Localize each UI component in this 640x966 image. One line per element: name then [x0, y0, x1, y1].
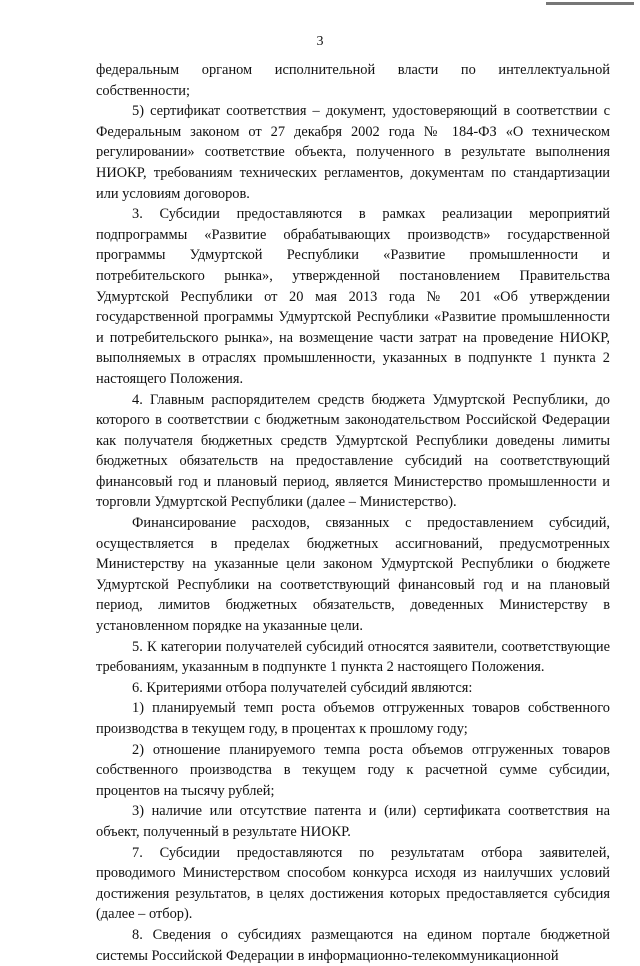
paragraph-5: 5. К категории получателей субсидий относятся заявители, соответствующие требованиям, указанным в подпункте 1 пункта 2 настоящего Положения. — [96, 638, 610, 676]
paragraph-11: 8. Сведения о субсидиях размещаются на едином портале бюджетной системы Российской Федерации в информационно-телекоммуникационной — [96, 926, 610, 964]
paragraph-10: 7. Субсидии предоставляются по результатам отбора заявителей, проводимого Министерством способом конкурса исходя из наилучших условий достижения результатов, в целях достижения которых предоставляется субсидия (далее – отбор). — [96, 844, 610, 923]
paragraph-3: 4. Главным распорядителем средств бюджета Удмуртской Республики, до которого в соответствии с бюджетным законодательством Российской Федерации как получателя бюджетных средств Удмуртской Республики доведены лимиты бюджетных обязательств на предоставление субсидий на соответствующий финансовый год и плановый период, является Министерство промышленности и торговли Удмуртской Республики (далее – Министерство). — [96, 391, 610, 511]
paragraph-7: 1) планируемый темп роста объемов отгруженных товаров собственного производства в текущем году, в процентах к прошлому году; — [96, 700, 610, 737]
paragraph-6: 6. Критериями отбора получателей субсидий являются: — [132, 679, 473, 696]
document-body — [96, 60, 610, 966]
page-number: 3 — [316, 34, 324, 49]
paragraph-1: 5) сертификат соответствия – документ, удостоверяющий в соответствии с Федеральным законом от 27 декабря 2002 года № 184-ФЗ «О техническом регулировании» соответствие объекта, полученного в результате выполнения НИОКР, требованиям технических регламентов, документам по стандартизации или условиям договоров. — [96, 103, 610, 202]
paragraph-8: 2) отношение планируемого темпа роста объемов отгруженных товаров собственного производства в текущем году к расчетной сумме субсидии, процентов на тысячу рублей; — [96, 741, 610, 799]
paragraph-2: 3. Субсидии предоставляются в рамках реализации мероприятий подпрограммы «Развитие обрабатывающих производств» государственной программы Удмуртской Республики «Развитие промышленности и потребительского рынка», утвержденной постановлением Правительства Удмуртской Республики от 20 мая 2013 года № 201 «Об утверждении государственной программы Удмуртской Республики «Развитие промышленности и потребительского рынка», на возмещение части затрат на проведение НИОКР, выполняемых в отраслях промышленности, указанных в подпункте 1 пункта 2 настоящего Положения. — [96, 206, 610, 387]
paragraph-4: Финансирование расходов, связанных с предоставлением субсидий, осуществляется в пределах бюджетных ассигнований, предусмотренных Министерству на указанные цели законом Удмуртской Республики о бюджете Удмуртской Республики на соответствующий финансовый год и на плановый период, лимитов бюджетных обязательств, доведенных Министерству в установленном порядке на указанные цели. — [96, 515, 610, 635]
paragraph-9: 3) наличие или отсутствие патента и (или) сертификата соответствия на объект, полученный в результате НИОКР. — [96, 803, 610, 840]
paragraph-0: федеральным органом исполнительной власти по интеллектуальной собственности; — [96, 62, 610, 99]
scan-edge-mark — [546, 2, 634, 5]
